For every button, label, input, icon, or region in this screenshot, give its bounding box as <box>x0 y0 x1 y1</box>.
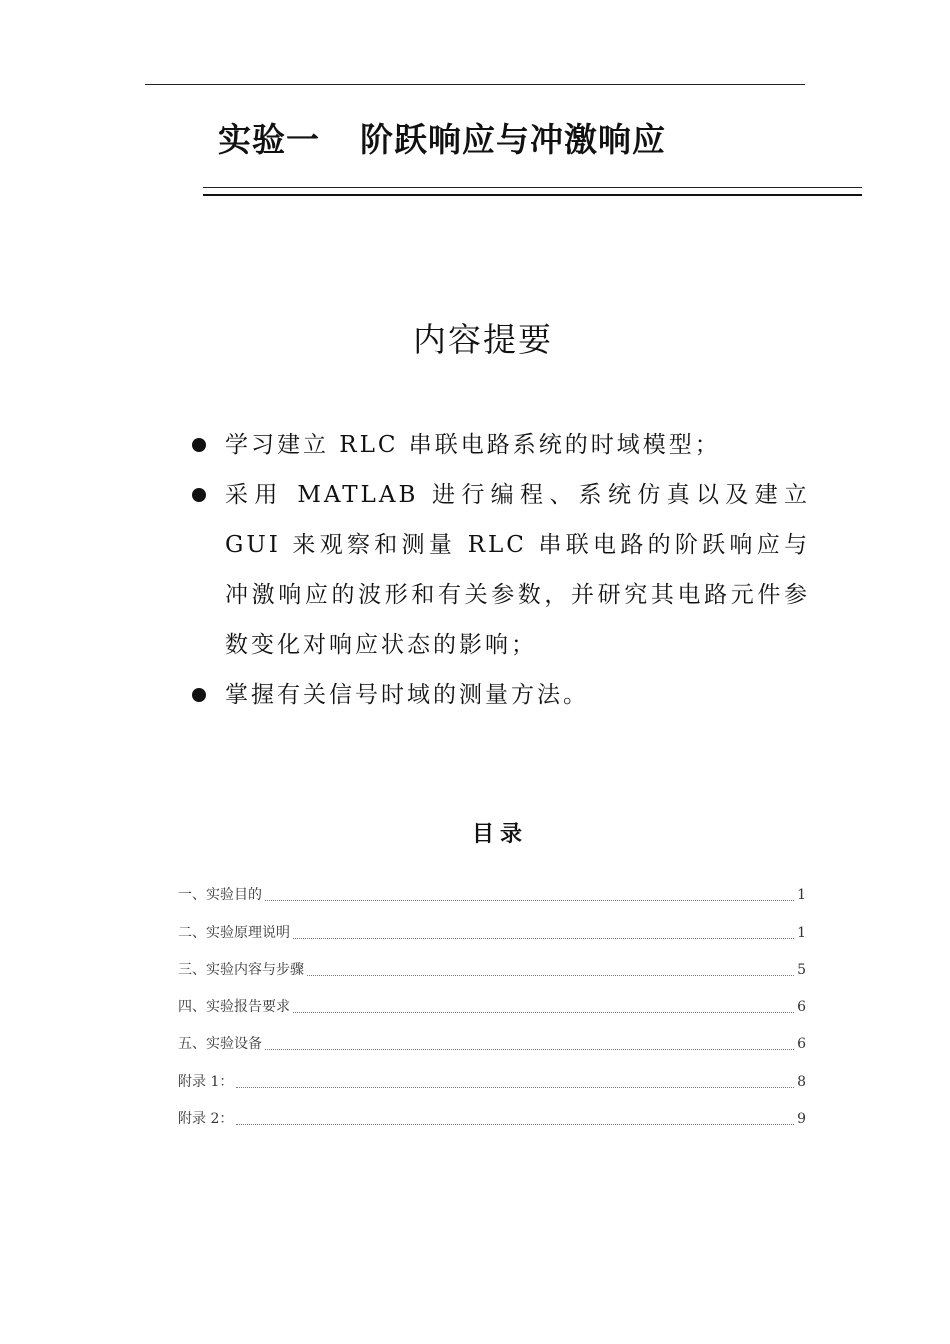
toc-dot-leader <box>293 938 794 939</box>
toc-entry-label: 附录 1： <box>178 1073 234 1090</box>
toc-dot-leader <box>293 1012 794 1013</box>
toc-entry-label: 三、实验内容与步骤 <box>178 961 304 978</box>
toc-entry-page: 1 <box>797 887 806 904</box>
header-rule <box>145 84 805 85</box>
summary-heading: 内容提要 <box>413 320 553 359</box>
toc-entry-label: 附录 2： <box>178 1111 234 1128</box>
toc-dot-leader <box>265 900 794 901</box>
toc-dot-leader <box>307 975 794 976</box>
summary-bullet-text: 掌握有关信号时域的测量方法。 <box>225 682 589 708</box>
summary-bullet-item <box>190 420 810 470</box>
toc-list <box>178 870 806 1131</box>
toc-entry-label: 四、实验报告要求 <box>178 999 290 1016</box>
summary-bullet-item <box>190 670 810 720</box>
toc-entry[interactable] <box>178 870 806 907</box>
toc-heading: 目录 <box>471 822 528 847</box>
summary-bullet-item <box>190 470 810 670</box>
toc-entry[interactable] <box>178 1019 806 1056</box>
summary-bullet-text: 采用 MATLAB 进行编程、系统仿真以及建立 GUI 来观察和测量 RLC 串联电路的阶跃响应与冲激响应的波形和有关参数，并研究其电路元件参数变化对响应状态的影响； <box>225 482 810 658</box>
toc-entry-label: 一、实验目的 <box>178 887 262 904</box>
toc-entry-page: 6 <box>797 999 806 1016</box>
toc-entry-page: 6 <box>797 1036 806 1053</box>
toc-entry[interactable] <box>178 982 806 1019</box>
toc-entry-page: 9 <box>797 1111 806 1128</box>
chapter-number: 实验一 <box>218 120 320 159</box>
toc-entry[interactable] <box>178 907 806 944</box>
chapter-subtitle: 阶跃响应与冲激响应 <box>360 120 666 159</box>
bullet-dot-icon <box>192 688 206 702</box>
toc-entry[interactable] <box>178 945 806 982</box>
title-rule-thin <box>203 187 862 188</box>
toc-entry-page: 1 <box>797 924 806 941</box>
toc-entry-label: 二、实验原理说明 <box>178 924 290 941</box>
toc-dot-leader <box>236 1087 794 1088</box>
summary-bullet-list <box>190 420 810 720</box>
toc-dot-leader <box>265 1049 794 1050</box>
toc-entry-page: 5 <box>797 961 806 978</box>
toc-entry-label: 五、实验设备 <box>178 1036 262 1053</box>
toc-entry-page: 8 <box>797 1073 806 1090</box>
bullet-dot-icon <box>192 438 206 452</box>
toc-entry[interactable] <box>178 1094 806 1131</box>
toc-entry[interactable] <box>178 1056 806 1093</box>
bullet-dot-icon <box>192 488 206 502</box>
summary-bullet-text: 学习建立 RLC 串联电路系统的时域模型； <box>225 432 721 458</box>
chapter-title <box>218 116 666 164</box>
toc-dot-leader <box>236 1124 794 1125</box>
title-rule-thick <box>203 194 862 196</box>
